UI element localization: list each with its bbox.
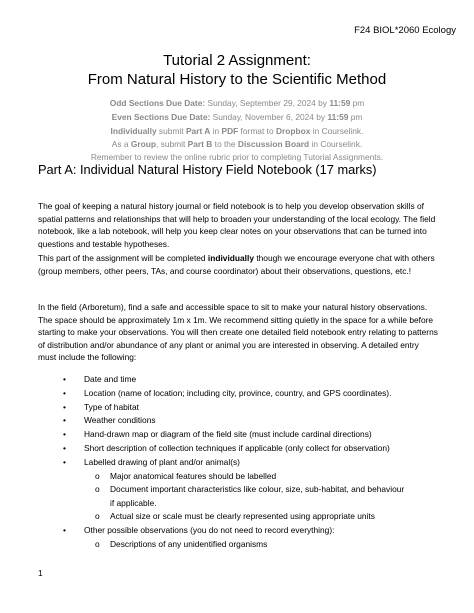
rubric-reminder: Remember to review the online rubric prior to completing Tutorial Assignments.	[90, 152, 384, 162]
odd-due-time: 11:59	[329, 98, 351, 108]
bullet-glyph: •	[63, 387, 66, 398]
page-number: 1	[38, 568, 43, 578]
list-item-text: Location (name of location; including city, province, country, and GPS coordinates).	[84, 387, 392, 398]
para2-start: This part of the assignment will be completed	[38, 253, 208, 263]
instr-a-format: format to	[238, 126, 276, 136]
submission-instruction-a	[0, 125, 474, 137]
bullet-glyph: •	[63, 374, 66, 384]
course-code-header: F24 BIOL*2060 Ecology	[354, 25, 456, 36]
requirements-list	[38, 373, 448, 552]
instr-a-part: Part A	[185, 126, 211, 136]
sub-list-item	[38, 470, 448, 484]
instr-a-dropbox: Dropbox	[275, 126, 311, 136]
title-line-1: Tutorial 2 Assignment:	[163, 52, 311, 69]
paragraph-field-instructions: In the field (Arboretum), find a safe and accessible space to sit to make your natural history observations. The space should be approximately 1m x 1m. We recommend sitting quietly in the space for a while before starting to make your observations. You will then create one detailed field notebook entry relating to patterns of distribution and/or abundance of any plant or animal you are interested in observing. A detailed entry must include the following:	[38, 302, 438, 362]
sub-list-item-text: Major anatomical features should be labelled	[110, 470, 277, 481]
bullet-glyph: •	[63, 442, 66, 453]
list-item	[38, 524, 448, 538]
title-line-2: From Natural History to the Scientific Method	[87, 71, 387, 88]
list-item-text: Type of habitat	[84, 401, 139, 412]
sub-list-item-text: Descriptions of any unidentified organisms	[110, 538, 268, 549]
submission-instruction-b	[0, 138, 474, 150]
list-item	[38, 387, 448, 401]
even-due-date-text: Sunday, November 6, 2024 by	[210, 112, 328, 122]
list-item-text: Hand-drawn map or diagram of the field site (must include cardinal directions)	[84, 429, 372, 440]
instr-b-submit: , submit	[155, 139, 188, 149]
bullet-glyph: •	[63, 401, 66, 412]
list-item	[38, 401, 448, 415]
instr-b-discussion-board: Discussion Board	[237, 139, 310, 149]
bullet-glyph: •	[63, 415, 66, 426]
even-due-time: 11:59	[327, 112, 349, 122]
instr-a-pdf: PDF	[221, 126, 239, 136]
instr-b-to-the: to the	[212, 139, 238, 149]
sub-bullet-glyph: o	[95, 484, 100, 495]
odd-due-date-text: Sunday, September 29, 2024 by	[205, 98, 330, 108]
even-due-pm: pm	[348, 112, 363, 122]
list-item	[38, 428, 448, 442]
sub-bullet-glyph: o	[95, 511, 100, 522]
instr-b-group: Group	[130, 139, 156, 149]
instr-a-submit: submit	[156, 126, 186, 136]
list-item	[38, 373, 448, 387]
list-item-text: Date and time	[84, 374, 137, 384]
para2-individually: individually	[207, 253, 254, 263]
part-a-heading: Part A: Individual Natural History Field Notebook (17 marks)	[38, 162, 377, 177]
list-item	[38, 442, 448, 456]
sub-list-item-text: Actual size or scale must be clearly represented using appropriate units	[110, 511, 375, 522]
instr-a-in: in	[210, 126, 222, 136]
even-due-date	[0, 111, 474, 123]
instr-a-individually: Individually	[110, 126, 157, 136]
instr-a-courselink: in Courselink.	[310, 126, 364, 136]
even-due-label: Even Sections Due Date:	[111, 112, 211, 122]
paragraph-individual	[38, 252, 438, 277]
instr-b-courselink: in Courselink.	[309, 139, 363, 149]
sub-bullet-glyph: o	[95, 470, 100, 481]
list-item	[38, 414, 448, 428]
list-item	[38, 456, 448, 470]
instr-b-as-a: As a	[111, 139, 131, 149]
bullet-glyph: •	[63, 456, 66, 467]
sub-bullet-glyph: o	[95, 538, 100, 549]
list-item-text: Weather conditions	[84, 415, 156, 426]
odd-due-pm: pm	[350, 98, 365, 108]
list-item-text: Other possible observations (you do not need to record everything):	[84, 525, 335, 536]
bullet-glyph: •	[63, 429, 66, 440]
list-item-text: Short description of collection techniques if applicable (only collect for observation)	[84, 442, 390, 453]
para2-end: though we encourage everyone chat with others (group members, other peers, TAs, and course coordinator) about their observations, questions, etc.!	[38, 253, 435, 276]
sub-list-item	[38, 510, 448, 524]
list-item-text: Labelled drawing of plant and/or animal(s)	[84, 456, 240, 467]
odd-due-date	[0, 97, 474, 109]
sub-list-item-text: Document important characteristics like colour, size, sub-habitat, and behaviour if applicable.	[110, 484, 405, 509]
instr-b-part: Part B	[187, 139, 213, 149]
paragraph-goal: The goal of keeping a natural history journal or field notebook is to help you develop observation skills of spatial patterns and relationships that will help to broaden your understanding of the local ecology. The field notebook, like a lab notebook, will help you keep clear notes on your observations that can be turned into questions and testable hypotheses.	[38, 201, 436, 249]
bullet-glyph: •	[63, 525, 66, 536]
sub-list-item	[38, 538, 448, 552]
odd-due-label: Odd Sections Due Date:	[109, 98, 206, 108]
sub-list-item	[38, 483, 448, 510]
